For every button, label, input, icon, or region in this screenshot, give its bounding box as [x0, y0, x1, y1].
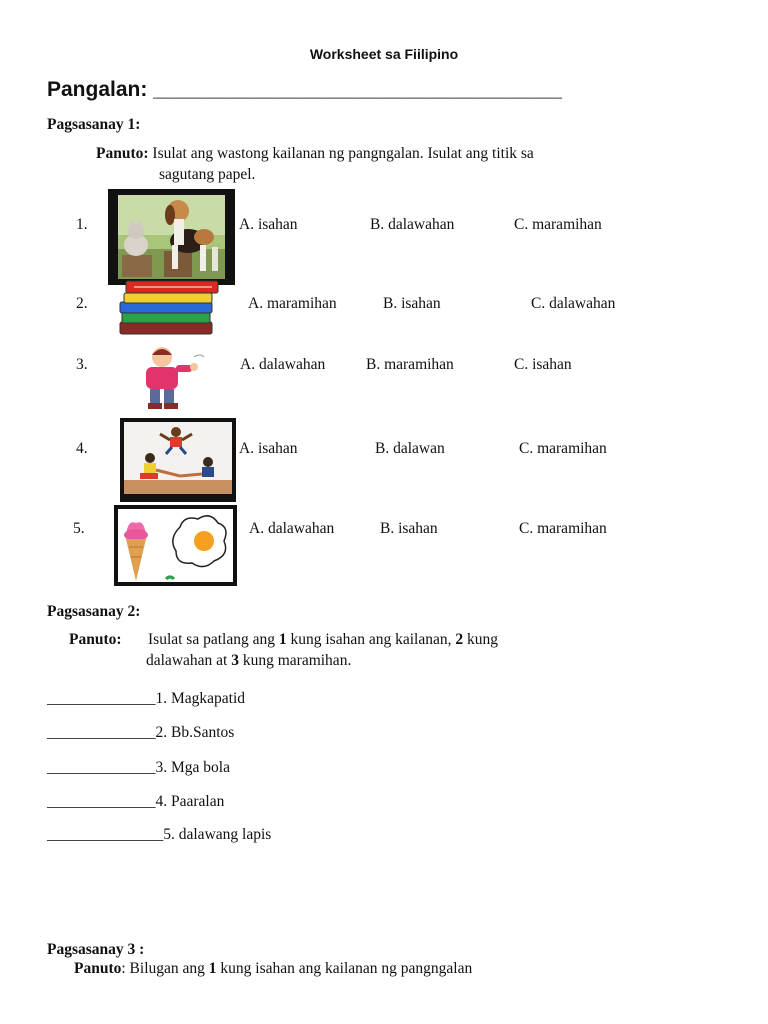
panuto-text: Isulat sa patlang ang	[148, 631, 279, 648]
panuto-label: Panuto:	[96, 145, 149, 162]
pagsasanay-3-heading: Pagsasanay 3 :	[47, 941, 145, 958]
panuto-text: : Bilugan ang	[121, 960, 209, 977]
name-field[interactable]	[47, 78, 562, 102]
answer-blank[interactable]: ______________	[47, 690, 156, 707]
panuto-text: kung	[463, 631, 498, 648]
pagsasanay-3-panuto	[74, 960, 472, 978]
item-4-option-c[interactable]: C. maramihan	[519, 440, 607, 457]
item-5-option-c[interactable]: C. maramihan	[519, 520, 607, 537]
item-2-option-c[interactable]: C. dalawahan	[531, 295, 616, 312]
panuto-text: dalawahan at	[146, 652, 232, 669]
pagsasanay-1-panuto	[96, 145, 534, 163]
panuto-number: 1	[278, 631, 287, 648]
panuto-text-line2: sagutang papel.	[159, 166, 256, 183]
answer-item-text: 4. Paaralan	[155, 793, 225, 810]
answer-item-text: 5. dalawang lapis	[163, 826, 272, 843]
item-5-number: 5.	[73, 520, 85, 537]
panuto-text: kung isahan ang kailanan ng pangngalan	[216, 960, 473, 977]
item-1-option-b[interactable]: B. dalawahan	[370, 216, 455, 233]
answer-row[interactable]	[47, 690, 245, 708]
answer-row[interactable]	[47, 724, 234, 742]
pagsasanay-1-heading: Pagsasanay 1:	[47, 116, 141, 133]
item-3-option-b[interactable]: B. maramihan	[366, 356, 454, 373]
answer-item-text: 1. Magkapatid	[155, 690, 246, 707]
item-5-option-b[interactable]: B. isahan	[380, 520, 438, 537]
item-2-option-a[interactable]: A. maramihan	[248, 295, 337, 312]
pagsasanay-2-panuto-line1	[148, 631, 498, 649]
pagsasanay-2-panuto-label	[69, 631, 122, 649]
answer-blank[interactable]: ______________	[47, 724, 156, 741]
answer-row[interactable]	[47, 759, 230, 777]
answer-item-text: 3. Mga bola	[155, 759, 230, 776]
books-picture	[114, 278, 224, 338]
name-blank-line: ___________________________________	[153, 78, 562, 101]
item-4-option-b[interactable]: B. dalawan	[375, 440, 445, 457]
item-4-number: 4.	[76, 440, 88, 457]
pagsasanay-2-panuto-line2	[146, 652, 351, 670]
panuto-text: kung maramihan.	[238, 652, 352, 669]
item-3-option-a[interactable]: A. dalawahan	[240, 356, 326, 373]
item-2-number: 2.	[76, 295, 88, 312]
item-4-option-a[interactable]: A. isahan	[239, 440, 298, 457]
panuto-text-line1: Isulat ang wastong kailanan ng pangngalan. Isulat ang titik sa	[152, 145, 534, 162]
worksheet-title: Worksheet sa Fiilipino	[309, 46, 459, 62]
dog-and-cat-picture	[108, 189, 235, 285]
pagsasanay-2-heading: Pagsasanay 2:	[47, 603, 141, 620]
answer-item-text: 2. Bb.Santos	[155, 724, 235, 741]
item-3-option-c[interactable]: C. isahan	[514, 356, 572, 373]
panuto-number: 3	[231, 652, 239, 669]
item-2-option-b[interactable]: B. isahan	[383, 295, 441, 312]
panuto-number: 1	[208, 960, 217, 977]
item-1-number: 1.	[76, 216, 88, 233]
item-3-number: 3.	[76, 356, 88, 373]
panuto-text: kung isahan ang kailanan,	[286, 631, 456, 648]
item-1-option-a[interactable]: A. isahan	[239, 216, 298, 233]
panuto-number: 2	[455, 631, 464, 648]
answer-row[interactable]	[47, 793, 224, 811]
answer-blank[interactable]: _______________	[47, 826, 164, 843]
item-1-option-c[interactable]: C. maramihan	[514, 216, 602, 233]
panuto-label: Panuto:	[69, 631, 122, 648]
children-playing-picture	[120, 418, 236, 502]
answer-blank[interactable]: ______________	[47, 793, 156, 810]
answer-blank[interactable]: ______________	[47, 759, 156, 776]
panuto-label: Panuto	[74, 960, 122, 977]
answer-row[interactable]	[47, 826, 271, 844]
ice-cream-and-egg-picture	[114, 505, 237, 586]
child-picture	[138, 345, 208, 411]
name-label: Pangalan:	[47, 78, 148, 101]
item-5-option-a[interactable]: A. dalawahan	[249, 520, 335, 537]
